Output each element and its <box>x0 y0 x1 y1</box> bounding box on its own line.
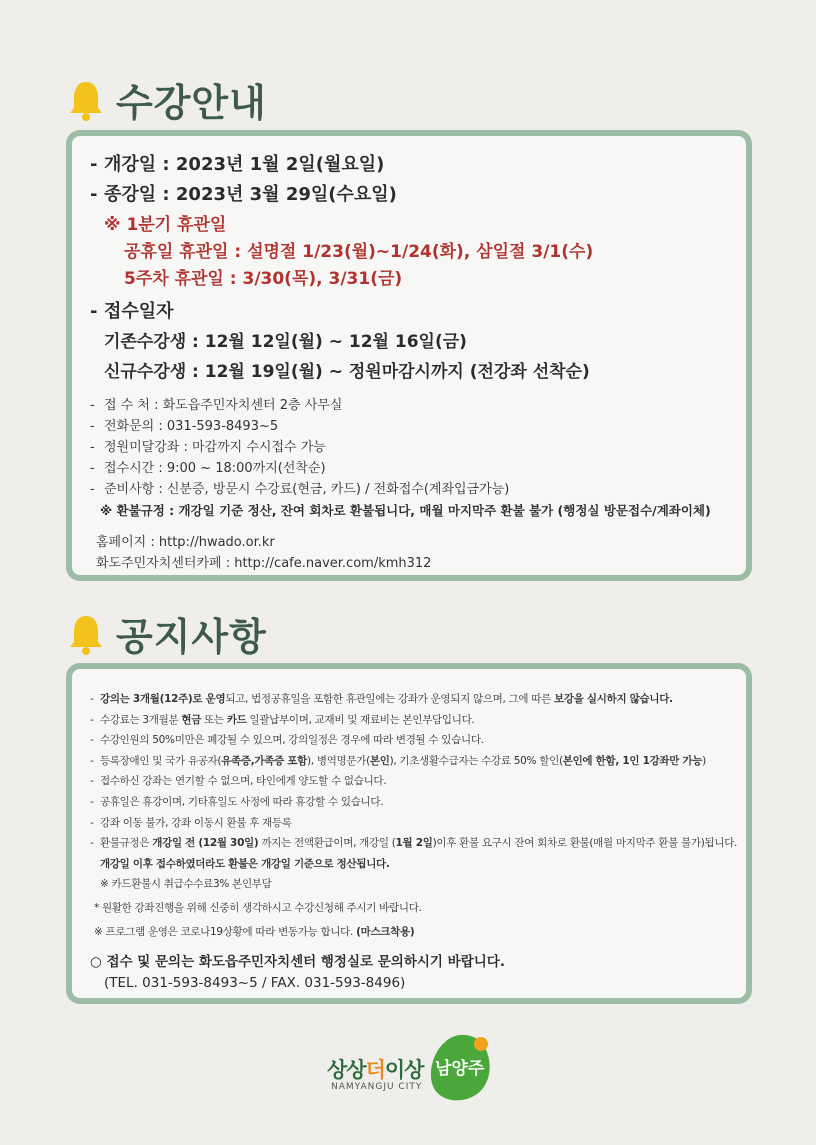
smooth-note: * 원활한 강좌진행을 위해 신중히 생각하시고 수강신청해 주시기 바랍니다. <box>94 901 422 914</box>
refund-bold-line: 개강일 이후 접수하였더라도 환불은 개강일 기준으로 정산됩니다. <box>100 857 390 870</box>
section-title-notices <box>66 606 267 661</box>
info-line: - 접수시간 : 9:00 ~ 18:00까지(선착순) <box>90 461 326 476</box>
notices-title: 공지사항 <box>116 615 267 659</box>
contact-line: ○ 접수 및 문의는 화도읍주민자치센터 행정실로 문의하시기 바랍니다. <box>90 954 505 971</box>
registration-heading: - 접수일자 <box>90 301 174 322</box>
card-fee-note: ※ 카드환불시 취급수수료3% 본인부담 <box>100 878 272 891</box>
section-title-course-info <box>66 72 267 127</box>
cafe-link[interactable]: 화도주민자치센터카페 : http://cafe.naver.com/kmh312 <box>96 556 432 571</box>
refund-note: ※ 환불규정 : 개강일 기준 정산, 잔여 회차로 환불됩니다, 매월 마지막주 환불 불가 (행정실 방문접수/계좌이체) <box>100 503 711 518</box>
holiday-public: 공휴일 휴관일 : 설명절 1/23(월)~1/24(화), 삼일절 3/1(수) <box>124 242 594 262</box>
course-info-box <box>66 130 752 581</box>
info-line: - 접 수 처 : 화도읍주민자치센터 2층 사무실 <box>90 398 343 413</box>
notice-item: - 수강인원의 50%미만은 폐강될 수 있으며, 강의일정은 경우에 따라 변경될 수 있습니다. <box>90 734 484 747</box>
notice-item: - 강의는 3개월(12주)로 운영되고, 법정공휴일을 포함한 휴관일에는 강좌가 운영되지 않으며, 그에 따른 보강을 실시하지 않습니다. <box>90 693 673 705</box>
notices-box <box>66 663 752 1004</box>
start-date: - 개강일 : 2023년 1월 2일(월요일) <box>90 154 385 175</box>
registration-existing: 기존수강생 : 12월 12일(월) ~ 12월 16일(금) <box>104 332 467 352</box>
logo-city-text: NAMYANGJU CITY <box>331 1082 423 1092</box>
logo-wordmark: 상상더이상 <box>327 1058 424 1082</box>
city-logo <box>325 1032 495 1104</box>
notice-item: - 강좌 이동 불가, 강좌 이동시 환불 후 재등록 <box>90 816 292 829</box>
homepage-link[interactable]: 홈페이지 : http://hwado.or.kr <box>96 535 275 550</box>
page-title: 수강안내 <box>116 81 267 125</box>
registration-new: 신규수강생 : 12월 19일(월) ~ 정원마감시까지 (전강좌 선착순) <box>104 362 590 382</box>
notice-item: - 환불규정은 개강일 전 (12월 30일) 까지는 전액환급이며, 개강일 (1월 2일)이후 환불 요구시 잔여 회차로 환불(매월 마지막주 환불 불가)됩니다. <box>90 837 738 850</box>
info-line: - 전화문의 : 031-593-8493~5 <box>90 419 279 434</box>
info-line: - 준비사항 : 신분증, 방문시 수강료(현금, 카드) / 전화접수(계좌입금가능) <box>90 482 510 497</box>
notice-item: - 공휴일은 휴강이며, 기타휴일도 사정에 따라 휴강할 수 있습니다. <box>90 795 384 808</box>
end-date: - 종강일 : 2023년 3월 29일(수요일) <box>90 184 397 205</box>
bell-icon <box>66 612 106 656</box>
bell-icon <box>66 78 106 122</box>
covid-note: ※ 프로그램 운영은 코로나19상황에 따라 변동가능 합니다. (마스크착용) <box>94 925 415 938</box>
notice-item: - 수강료는 3개월분 현금 또는 카드 일괄납부이며, 교재비 및 재료비는 본인부담입니다. <box>90 713 475 726</box>
holiday-week5: 5주차 휴관일 : 3/30(목), 3/31(금) <box>124 269 403 289</box>
notice-item: - 접수하신 강좌는 연기할 수 없으며, 타인에게 양도할 수 없습니다. <box>90 775 387 788</box>
notice-item: - 등록장애인 및 국가 유공자(유족증,가족증 포함), 병역명문가(본인), 기초생활수급자는 수강료 50% 할인(본인에 한함, 1인 1강좌만 가능) <box>90 754 706 767</box>
logo-badge-text: 남양주 <box>435 1059 485 1079</box>
contact-phone-fax: (TEL. 031-593-8493~5 / FAX. 031-593-8496) <box>104 975 406 992</box>
info-line: - 정원미달강좌 : 마감까지 수시접수 가능 <box>90 440 326 455</box>
holiday-heading: ※ 1분기 휴관일 <box>104 215 227 235</box>
